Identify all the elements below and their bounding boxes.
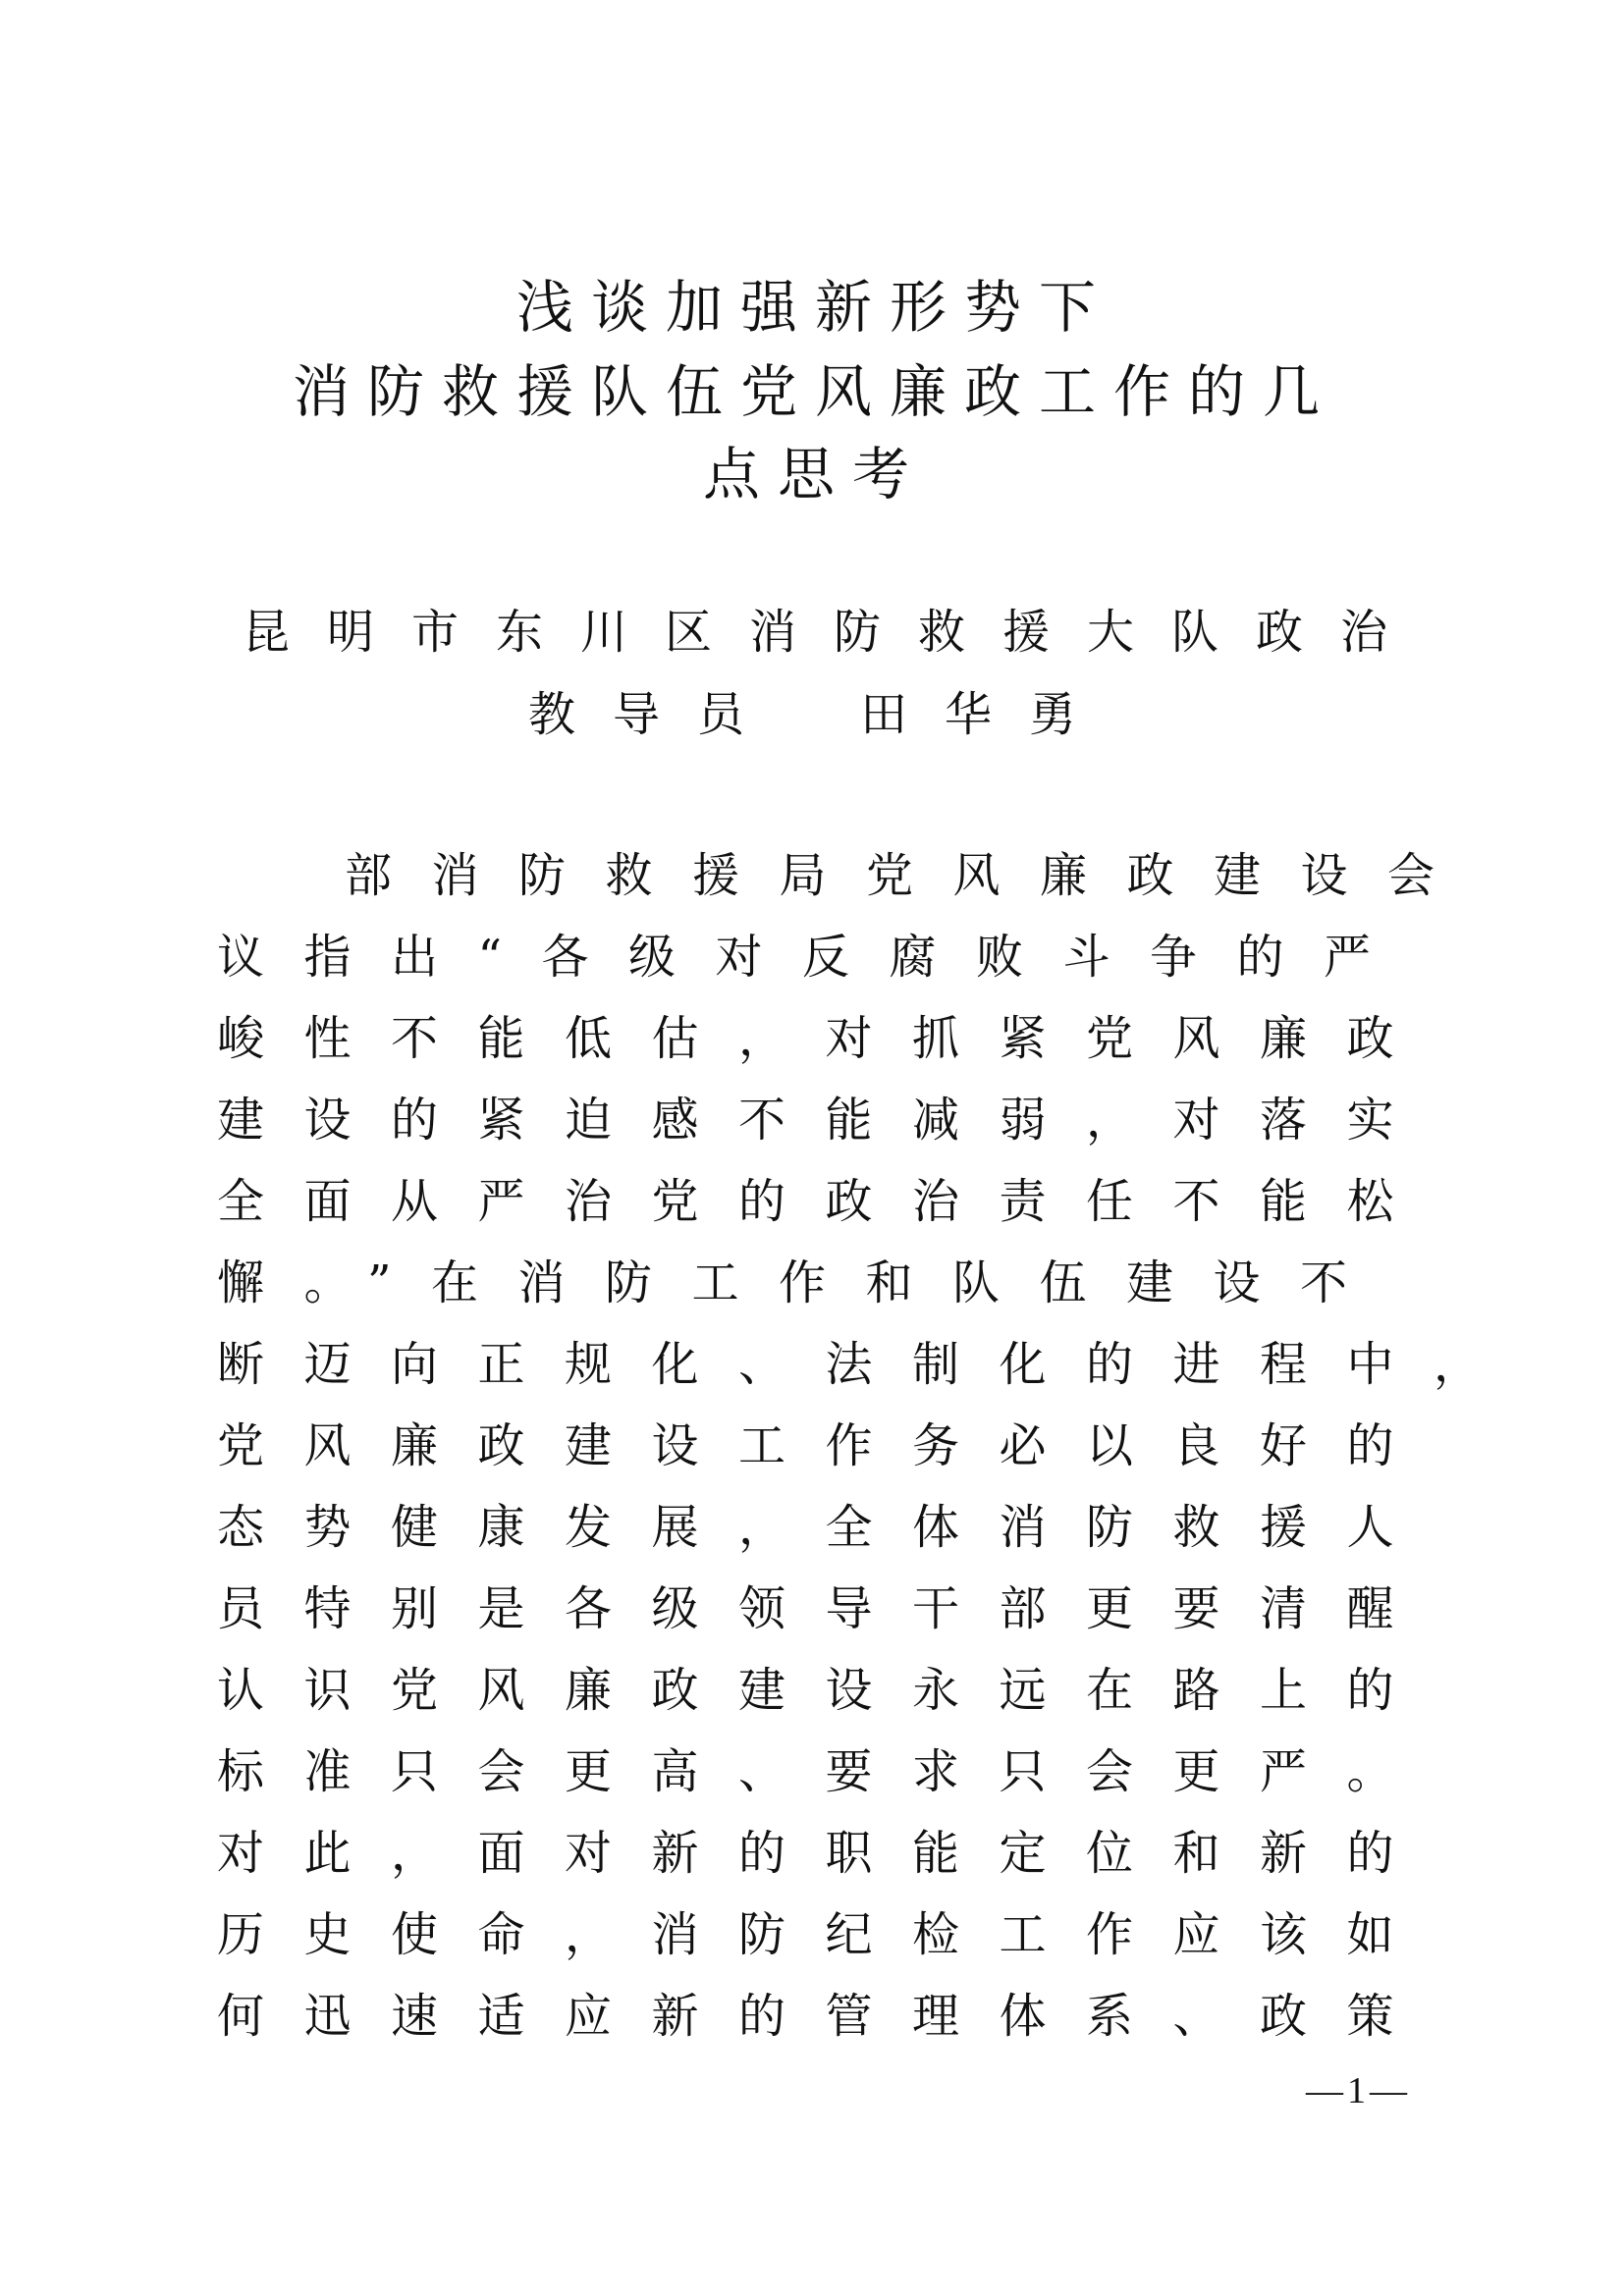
body-line: 部消防救援局党风廉政建设会 <box>345 848 1475 903</box>
author-name: 田华勇 <box>860 687 1114 742</box>
author-role-name <box>528 685 1113 744</box>
author-role: 教导员 <box>528 687 783 742</box>
author-affiliation: 昆明市东川区消防救援大队政治 <box>243 605 1426 660</box>
body-line: 断迈向正规化、法制化的进程中， <box>217 1337 1521 1392</box>
body-line: 认识党风廉政建设永远在路上的 <box>217 1663 1435 1718</box>
body-line: 何迅速适应新的管理体系、政策 <box>217 1989 1435 2044</box>
page-number: —1— <box>1306 2070 1411 2111</box>
body-paragraph <box>217 846 1521 2068</box>
body-line: 对此，面对新的职能定位和新的 <box>217 1826 1435 1881</box>
body-line: 标准只会更高、要求只会更严。 <box>217 1744 1435 1799</box>
title-line-1: 浅谈加强新形势下 <box>515 274 1113 341</box>
body-line: 全面从严治党的政治责任不能松 <box>217 1174 1435 1229</box>
body-line: 历史使命，消防纪检工作应该如 <box>217 1907 1435 1962</box>
body-line: 员特别是各级领导干部更要清醒 <box>217 1581 1435 1636</box>
title-line-3: 点思考 <box>702 441 927 507</box>
body-line: 议指出“各级对反腐败斗争的严 <box>217 930 1411 985</box>
body-line: 峻性不能低估，对抓紧党风廉政 <box>217 1011 1435 1066</box>
title-line-2: 消防救援队伍党风廉政工作的几 <box>292 358 1337 425</box>
body-line: 党风廉政建设工作务必以良好的 <box>217 1418 1435 1473</box>
body-line: 建设的紧迫感不能减弱，对落实 <box>217 1093 1435 1148</box>
body-line: 态势健康发展，全体消防救援人 <box>217 1500 1435 1555</box>
body-line: 懈。”在消防工作和队伍建设不 <box>217 1255 1387 1310</box>
